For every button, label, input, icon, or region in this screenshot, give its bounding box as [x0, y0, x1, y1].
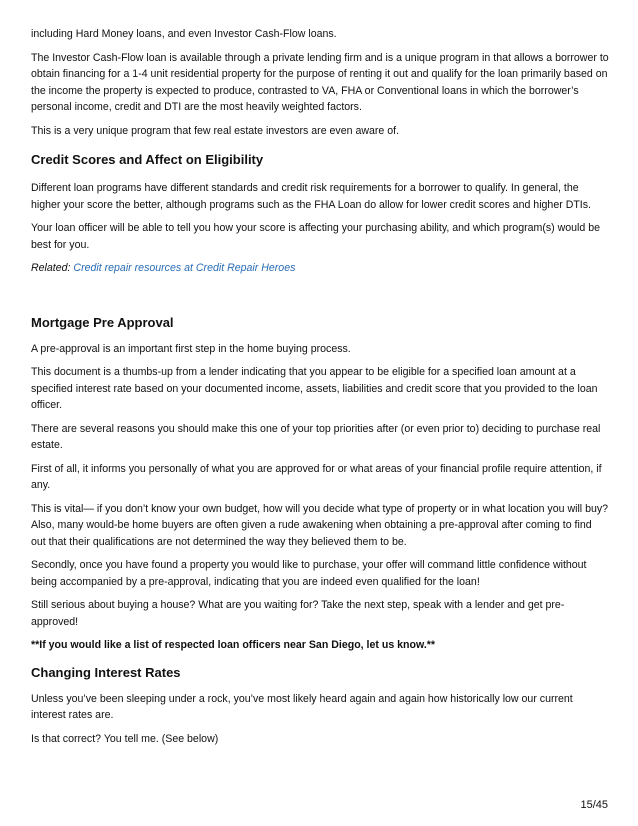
paragraph-loan-officer-score: Your loan officer will be able to tell you how your score is affecting your purchasing ability, and which program(s) would be best for you. — [31, 222, 601, 251]
paragraph-investor-cash-flow: The Investor Cash-Flow loan is available through a private lending firm and is a unique program in that allows a borrower to obtain financing for a 1-4 unit residential property for the purpose of renting it out and qualify for the loan primarily based on the income the property is expected to produce, contrasted to VA, FHA or Conventional loans in which the borrower’s personal income, credit and DTI are the most heavily weighted factors. — [31, 51, 609, 113]
paragraph-still-serious: Still serious about buying a house? What are you waiting for? Take the next step, speak with a lender and get pre-approved! — [31, 599, 565, 628]
heading-credit-scores: Credit Scores and Affect on Eligibility — [31, 152, 264, 167]
heading-pre-approval: Mortgage Pre Approval — [31, 314, 174, 330]
paragraph-sleeping-under-rock: Unless you’ve been sleeping under a rock, you’ve most likely heard again and again how historically low our current interest rates are. — [31, 692, 573, 721]
paragraph-reasons: There are several reasons you should make this one of your top priorities after (or even prior to) deciding to purchase real estate. — [31, 422, 601, 451]
paragraph-thumbs-up: This document is a thumbs-up from a lender indicating that you appear to be eligible for a specified loan amount at a specified interest rate based on your documented income, assets, liabilities and credit score that you provided to the loan officer. — [31, 366, 598, 411]
related-line — [31, 260, 609, 277]
page-number: 15/45 — [580, 799, 608, 811]
paragraph-unique-program: This is a very unique program that few real estate investors are even aware of. — [31, 124, 400, 137]
paragraph-secondly: Secondly, once you have found a property you would like to purchase, your offer will command little confidence without being accompanied by a pre-approval, indicating that you are indeed even qualified for the loan! — [31, 559, 587, 588]
paragraph-is-that-correct: Is that correct? You tell me. (See below) — [31, 732, 219, 745]
paragraph-loan-officers-note: **If you would like a list of respected loan officers near San Diego, let us know.** — [31, 639, 436, 651]
paragraph-first-of-all: First of all, it informs you personally of what you are approved for or what areas of your financial profile require attention, if any. — [31, 462, 602, 491]
paragraph-vital: This is vital— if you don’t know your own budget, how will you decide what type of property or in what location you will buy? Also, many would-be home buyers are often given a rude awakening when obtaining a pre-approval after coming to find out that their qualifications are not determined the way they believed them to be. — [31, 502, 609, 548]
paragraph-pre-approval-first-step: A pre-approval is an important first step in the home buying process. — [31, 342, 351, 355]
paragraph-credit-standards: Different loan programs have different standards and credit risk requirements for a borrower to qualify. In general, the higher your score the better, although programs such as the FHA Loan do allow for lower credit scores and higher DTIs. — [31, 182, 591, 211]
related-prefix: Related: — [31, 262, 71, 274]
credit-repair-link[interactable]: Credit repair resources at Credit Repair Heroes — [73, 262, 296, 274]
heading-interest-rates: Changing Interest Rates — [31, 664, 181, 680]
paragraph-loan-types: including Hard Money loans, and even Investor Cash-Flow loans. — [31, 28, 337, 40]
document-page — [31, 26, 609, 754]
